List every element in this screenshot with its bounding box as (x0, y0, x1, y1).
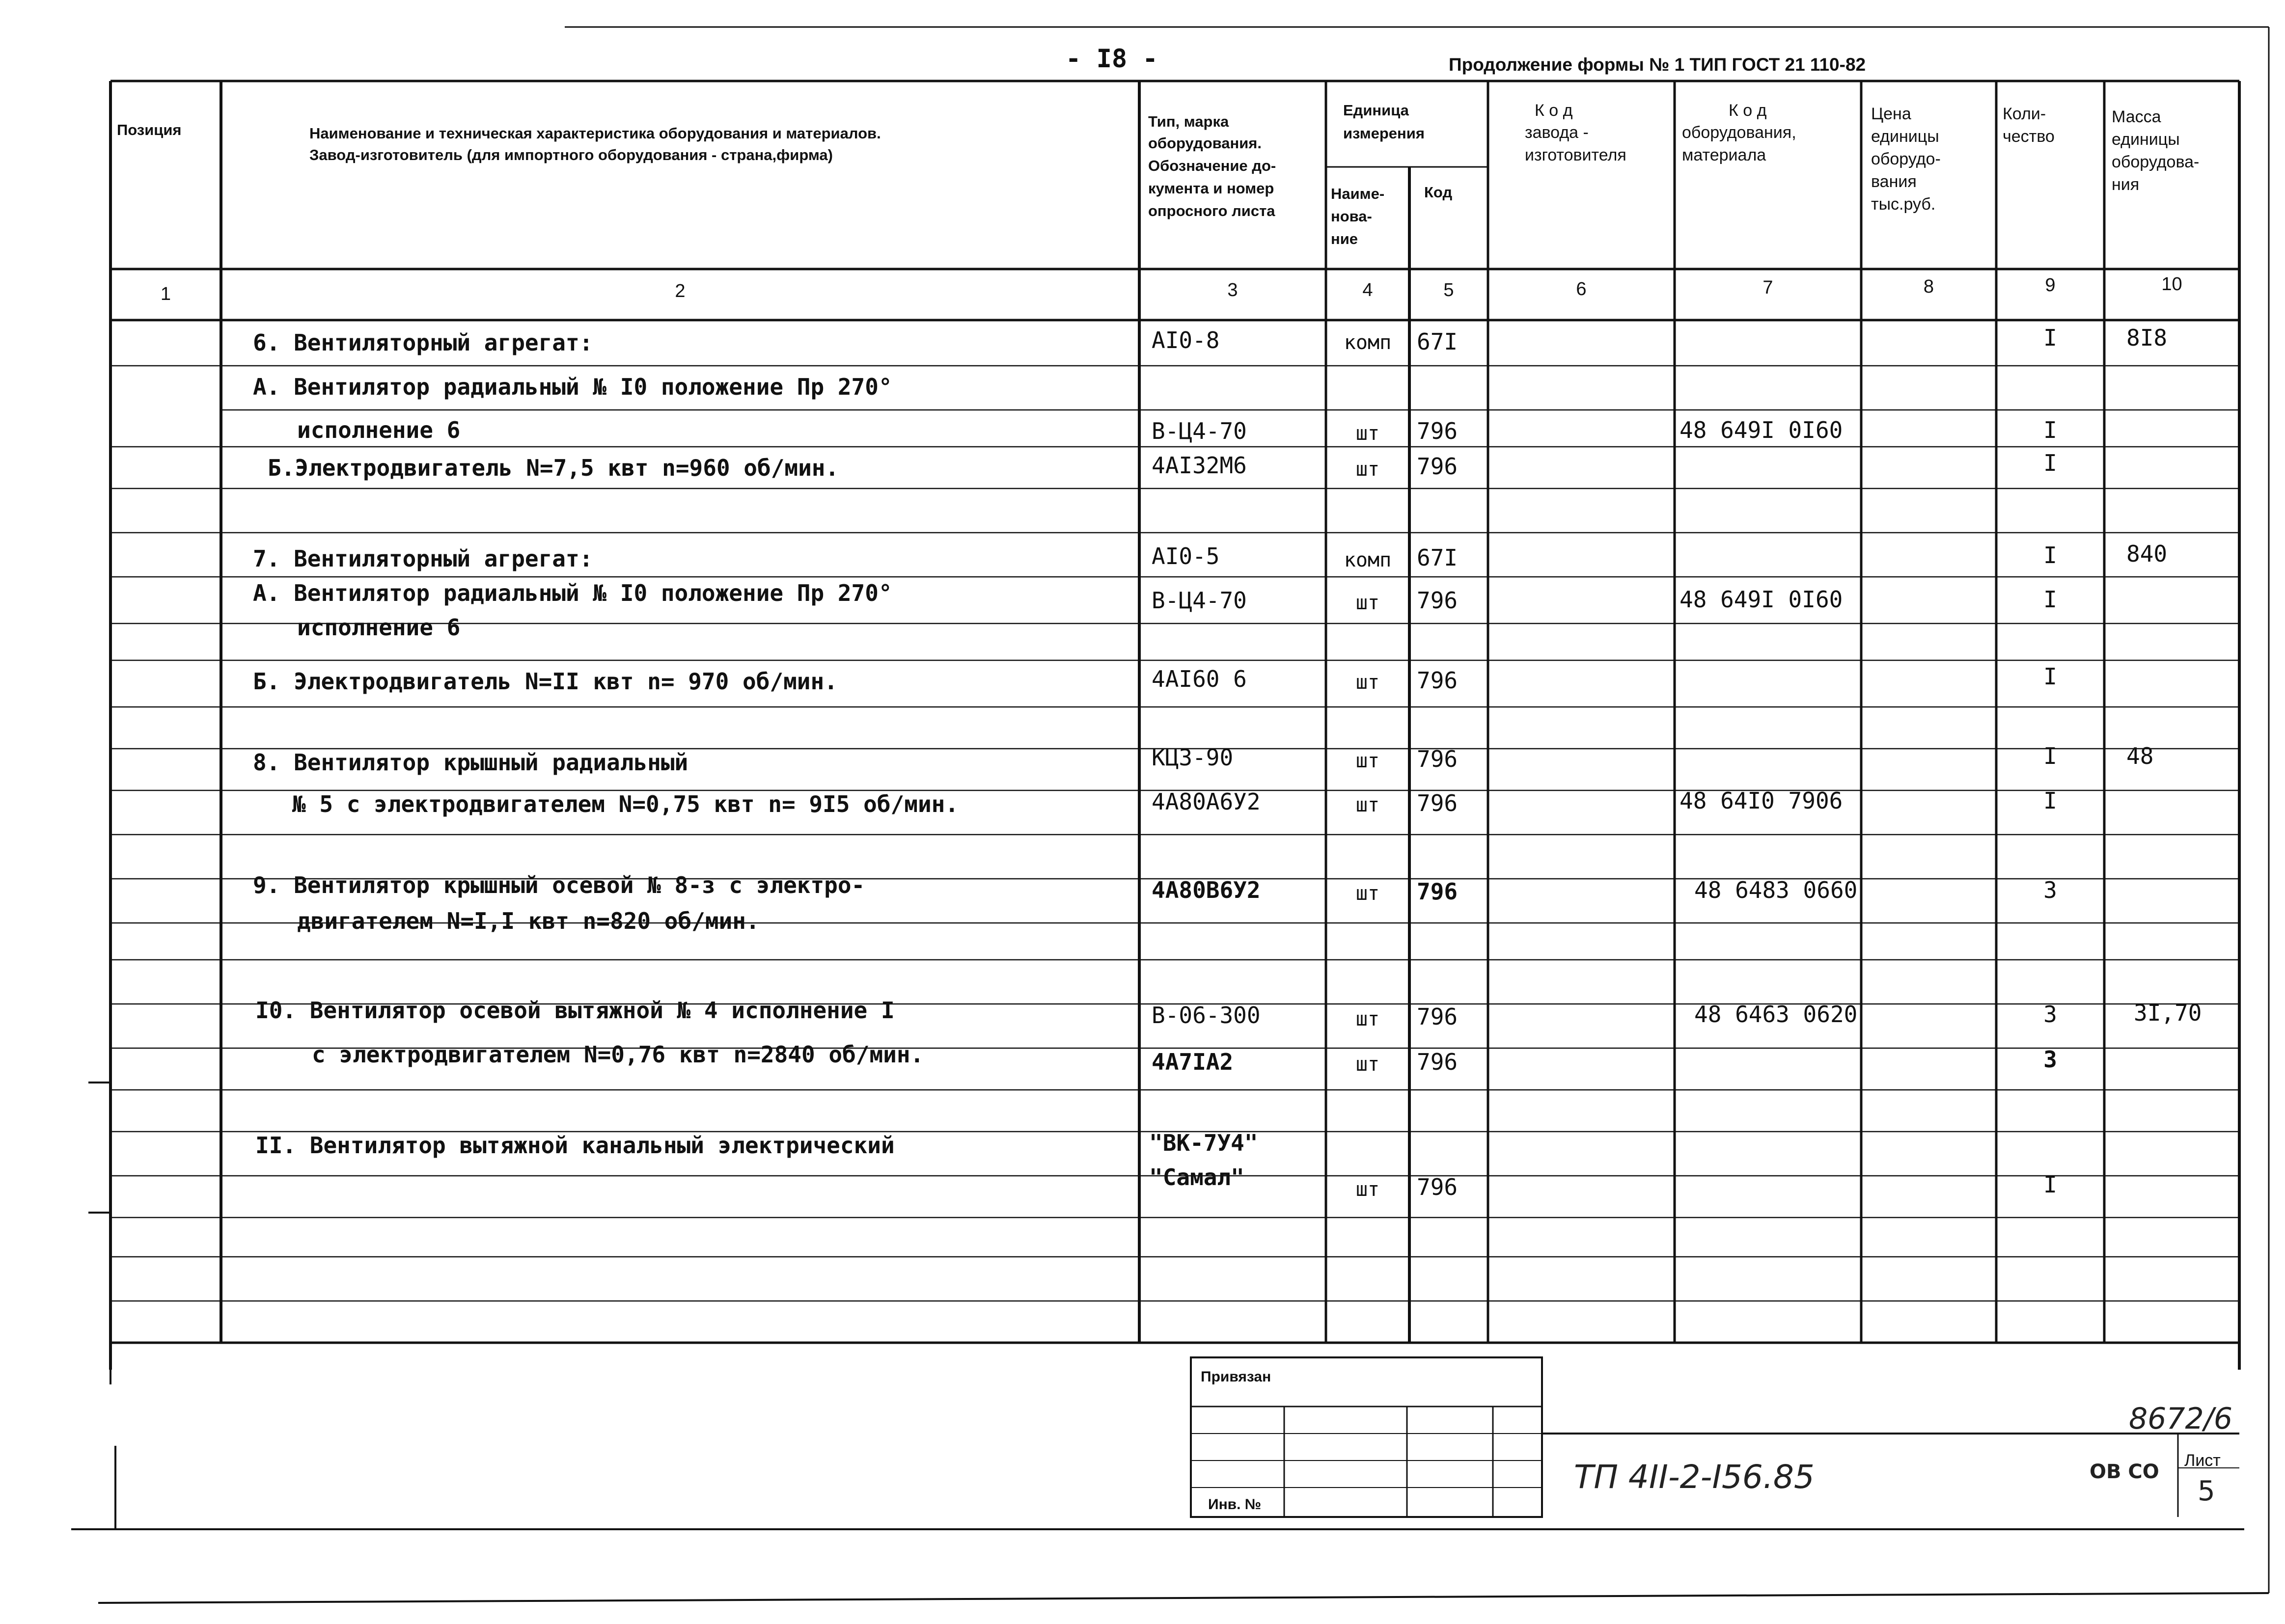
row-equip-code: 48 6483 0660 (1694, 877, 1858, 903)
row-name: А. Вентилятор радиальный № I0 положение Пр 270° (253, 580, 892, 606)
row-unit: шт (1355, 458, 1380, 481)
row-type: В-Ц4-70 (1152, 418, 1247, 444)
page-number: - I8 - (1066, 44, 1158, 74)
col-price-header-l5: тыс.руб. (1871, 195, 1936, 214)
row-name: 6. Вентиляторный агрегат: (253, 329, 593, 356)
col-qty-header-l2: чество (2003, 127, 2055, 146)
col-mass-header-l3: оборудова- (2112, 153, 2200, 171)
archive-number: 8672/6 (2129, 1402, 2233, 1436)
document-number: ТП 4II-2-I56.85 (1574, 1458, 1815, 1496)
row-type: 4А7IА2 (1152, 1049, 1234, 1075)
row-qty: I (2043, 542, 2057, 568)
row-code: 796 (1417, 746, 1458, 772)
row-type: В-06-300 (1152, 1002, 1261, 1029)
col-mass-header-l4: ния (2112, 175, 2140, 194)
row-type: АI0-5 (1152, 543, 1220, 569)
col-number-9: 9 (2045, 275, 2056, 296)
col-price-header-l4: вания (1871, 172, 1917, 191)
form-continuation: Продолжение формы № 1 ТИП ГОСТ 21 110-82 (1449, 54, 1866, 75)
row-qty: I (2043, 450, 2057, 476)
row-unit: шт (1355, 671, 1380, 694)
col-number-4: 4 (1362, 280, 1373, 300)
row-unit: комп (1344, 331, 1392, 354)
row-name: Б. Электродвигатель N=II квт n= 970 об/мин. (253, 668, 838, 695)
col-price-header-l3: оборудо- (1871, 150, 1941, 168)
row-qty: I (2043, 663, 2057, 690)
row-unit: шт (1355, 750, 1380, 772)
row-code: 796 (1417, 667, 1458, 694)
row-unit: комп (1344, 549, 1392, 571)
row-qty: I (2043, 417, 2057, 443)
col-name-header-line2: Завод-изготовитель (для импортного оборудования - страна,фирма) (309, 146, 833, 163)
row-type: 4А80В6У2 (1152, 877, 1261, 903)
col-number-7: 7 (1762, 277, 1773, 298)
col-name-header-line1: Наименование и техническая характеристика оборудования и материалов. (309, 125, 881, 142)
col-number-1: 1 (160, 284, 171, 304)
col-mass-header-l1: Масса (2112, 108, 2161, 126)
sheet-label: Лист (2184, 1451, 2221, 1470)
col-type-header-l5: опросного листа (1148, 202, 1275, 219)
col-equip-code-header-l1: К о д (1729, 101, 1767, 120)
col-factory-code-header-l1: К о д (1535, 101, 1573, 120)
row-code: 796 (1417, 878, 1458, 905)
row-code: 796 (1417, 1174, 1458, 1200)
row-type: "ВК-7У4" (1149, 1130, 1258, 1156)
row-unit: шт (1355, 1178, 1380, 1201)
stamp-privyazan: Привязан (1201, 1369, 1271, 1385)
row-name: исполнение 6 (297, 417, 461, 443)
row-name: I0. Вентилятор осевой вытяжной № 4 исполнение I (255, 997, 895, 1024)
row-unit: шт (1355, 882, 1380, 905)
row-type: 4А80А6У2 (1152, 788, 1261, 815)
col-unit-group-header-l1: Единица (1343, 102, 1409, 119)
row-name: 8. Вентилятор крышный радиальный (253, 749, 688, 776)
col-factory-code-header-l3: изготовителя (1525, 146, 1626, 164)
row-name: А. Вентилятор радиальный № I0 положение Пр 270° (253, 374, 892, 400)
row-mass: 8I8 (2126, 325, 2168, 351)
row-name: II. Вентилятор вытяжной канальный электрический (255, 1132, 895, 1159)
row-equip-code: 48 649I 0I60 (1679, 417, 1843, 443)
row-mass: 48 (2126, 743, 2154, 769)
row-qty: I (2043, 325, 2057, 351)
row-code: 796 (1417, 418, 1458, 444)
row-qty: 3 (2043, 1001, 2057, 1028)
row-qty: 3 (2043, 877, 2057, 903)
row-name: № 5 с электродвигателем N=0,75 квт n= 9I5 об/мин. (292, 791, 959, 817)
col-equip-code-header-l2: оборудования, (1682, 123, 1796, 142)
col-type-header-l4: кумента и номер (1148, 180, 1274, 197)
row-unit: шт (1355, 1053, 1380, 1076)
row-qty: I (2043, 787, 2057, 814)
row-unit: шт (1355, 794, 1380, 816)
col-unit-name-header-l1: Наиме- (1331, 185, 1385, 202)
row-name: двигателем N=I,I квт n=820 об/мин. (297, 908, 760, 934)
col-qty-header-l1: Коли- (2003, 105, 2046, 123)
row-type: АI0-8 (1152, 327, 1220, 353)
col-price-header-l1: Цена (1871, 105, 1911, 123)
row-name: Б.Электродвигатель N=7,5 квт n=960 об/мин. (268, 455, 839, 481)
row-code: 796 (1417, 587, 1458, 614)
col-code-header: Код (1424, 184, 1453, 201)
col-number-2: 2 (675, 281, 686, 301)
col-number-5: 5 (1443, 280, 1454, 300)
col-mass-header-l2: единицы (2112, 130, 2180, 149)
row-unit: шт (1355, 422, 1380, 445)
row-equip-code: 48 64I0 7906 (1679, 787, 1843, 814)
row-qty: I (2043, 1171, 2057, 1198)
col-type-header-l2: оборудования. (1148, 135, 1262, 152)
col-unit-name-header-l2: нова- (1331, 208, 1372, 225)
col-type-header-l3: Обозначение до- (1148, 157, 1276, 174)
row-name: исполнение 6 (297, 614, 461, 641)
row-name: 7. Вентиляторный агрегат: (253, 545, 593, 572)
row-type: "Самал" (1149, 1164, 1244, 1191)
row-qty: 3 (2043, 1046, 2057, 1073)
row-equip-code: 48 649I 0I60 (1679, 586, 1843, 613)
row-code: 67I (1417, 328, 1458, 355)
row-code: 796 (1417, 790, 1458, 816)
col-type-header-l1: Тип, марка (1148, 113, 1229, 130)
col-equip-code-header-l3: материала (1682, 146, 1766, 164)
col-unit-name-header-l3: ние (1331, 230, 1358, 247)
section-code: ОВ СО (2090, 1461, 2159, 1483)
col-factory-code-header-l2: завода - (1525, 123, 1589, 142)
col-unit-group-header-l2: измерения (1343, 125, 1425, 142)
row-code: 796 (1417, 453, 1458, 480)
row-unit: шт (1355, 1008, 1380, 1030)
row-type: 4АI32М6 (1152, 452, 1247, 479)
row-code: 796 (1417, 1003, 1458, 1030)
row-equip-code: 48 6463 0620 (1694, 1001, 1858, 1028)
sheet-number: 5 (2198, 1475, 2215, 1507)
col-number-3: 3 (1227, 280, 1238, 300)
row-code: 796 (1417, 1049, 1458, 1075)
col-number-10: 10 (2161, 274, 2182, 295)
row-type: 4АI60 6 (1152, 666, 1247, 692)
col-position-header: Позиция (117, 121, 182, 138)
row-mass: 840 (2126, 541, 2168, 567)
row-code: 67I (1417, 544, 1458, 571)
row-mass: 3I,70 (2134, 1000, 2202, 1026)
col-price-header-l2: единицы (1871, 127, 1939, 146)
row-name: с электродвигателем N=0,76 квт n=2840 об/мин. (312, 1041, 924, 1068)
row-name: 9. Вентилятор крышный осевой № 8-з с электро- (253, 872, 865, 898)
row-type: В-Ц4-70 (1152, 587, 1247, 614)
col-number-8: 8 (1923, 276, 1934, 297)
row-qty: I (2043, 743, 2057, 769)
stamp-inv-no: Инв. № (1208, 1496, 1262, 1513)
col-number-6: 6 (1576, 279, 1587, 299)
row-unit: шт (1355, 592, 1380, 614)
row-type: КЦ3-90 (1152, 744, 1234, 771)
row-qty: I (2043, 586, 2057, 613)
